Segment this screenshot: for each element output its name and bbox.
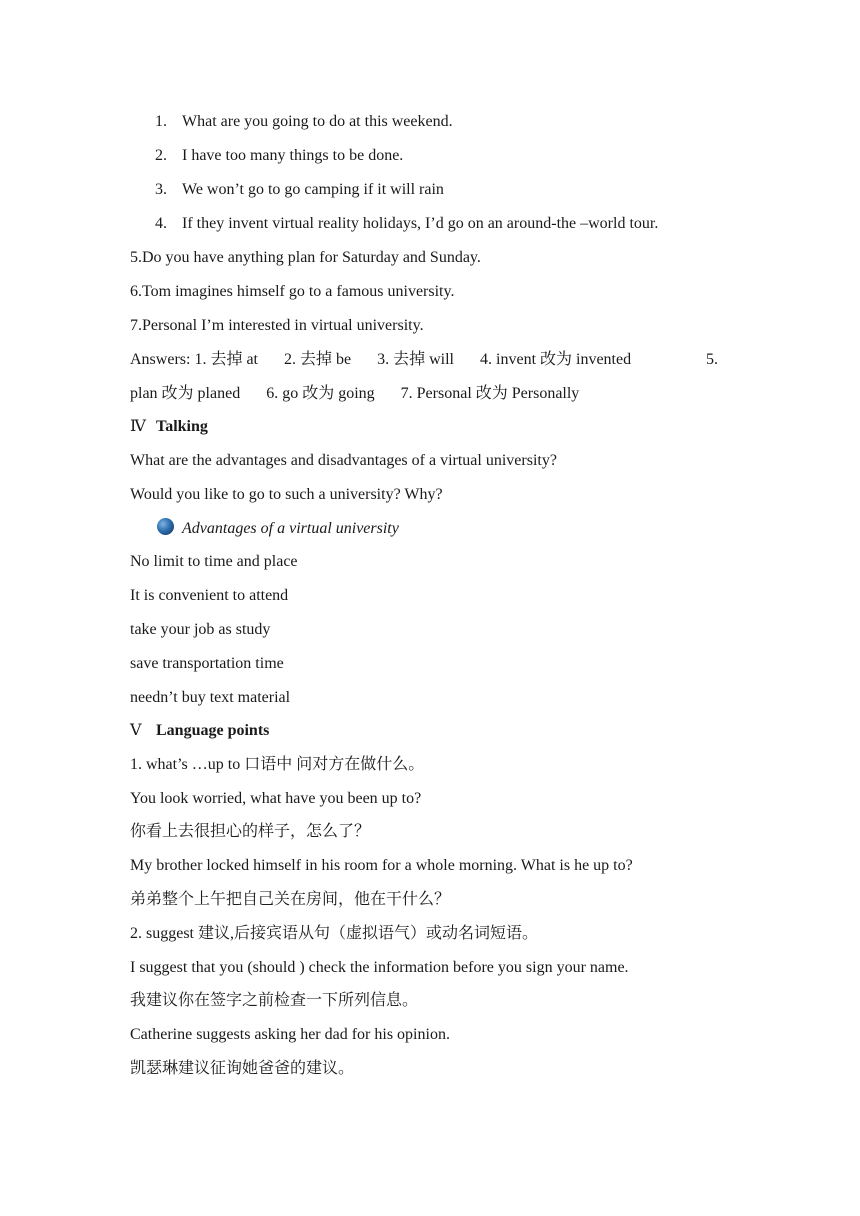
- answers-line: [130, 349, 730, 371]
- advantage-item: save transportation time: [130, 655, 284, 672]
- talking-subheading: [157, 518, 399, 540]
- error-item: 6.Tom imagines himself go to a famous university.: [130, 283, 455, 300]
- answer-5-start: 5.: [706, 351, 718, 368]
- advantage-item: needn’t buy text material: [130, 689, 291, 706]
- answer-7: 7. Personal 改为 Personally: [400, 385, 580, 402]
- advantage-item: It is convenient to attend: [130, 587, 289, 604]
- language-line: 2. suggest 建议,后接宾语从句（虚拟语气）或动名词短语。: [130, 925, 539, 942]
- subheading-text: Advantages of a virtual university: [182, 520, 399, 537]
- language-line: Catherine suggests asking her dad for his opinion.: [130, 1026, 450, 1043]
- language-line: I suggest that you (should ) check the information before you sign your name.: [130, 959, 629, 976]
- language-line: 你看上去很担心的样子，怎么了？: [130, 823, 371, 840]
- item-text: I have too many things to be done.: [182, 147, 404, 164]
- talking-question: Would you like to go to such a university? Why?: [130, 486, 443, 503]
- advantage-item: No limit to time and place: [130, 553, 298, 570]
- error-item: [155, 213, 658, 235]
- answer-4: 4. invent 改为 invented: [480, 351, 632, 368]
- answer-6: 6. go 改为 going: [266, 385, 375, 402]
- advantage-item: take your job as study: [130, 621, 271, 638]
- language-line: 1. what’s …up to 口语中 问对方在做什么。: [130, 756, 425, 773]
- item-text: We won’t go to go camping if it will rain: [182, 181, 444, 198]
- answers-line-2: [130, 383, 579, 405]
- item-number: 2.: [155, 147, 167, 164]
- answers-label: Answers:: [130, 351, 191, 368]
- item-number: 3.: [155, 181, 167, 198]
- globe-bullet-icon: [157, 518, 174, 535]
- roman-numeral: Ⅳ: [130, 418, 146, 435]
- talking-question: What are the advantages and disadvantages of a virtual university?: [130, 452, 557, 469]
- item-number: 4.: [155, 215, 167, 232]
- answer-1: 1. 去掉 at: [194, 351, 258, 368]
- answer-5: plan 改为 planed: [130, 385, 241, 402]
- answer-3: 3. 去掉 will: [377, 351, 455, 368]
- item-text: If they invent virtual reality holidays, I’d go on an around-the –world tour.: [182, 215, 659, 232]
- error-item: [155, 111, 453, 133]
- section-heading-talking: [130, 416, 208, 438]
- section-title: Talking: [156, 418, 208, 435]
- language-line: 凯瑟琳建议征询她爸爸的建议。: [130, 1060, 355, 1077]
- item-number: 1.: [155, 113, 167, 130]
- error-item: 7.Personal I’m interested in virtual university.: [130, 317, 424, 334]
- language-line: 我建议你在签字之前检查一下所列信息。: [130, 992, 419, 1009]
- item-text: What are you going to do at this weekend.: [182, 113, 453, 130]
- roman-numeral: Ⅴ: [130, 722, 142, 739]
- language-line: You look worried, what have you been up to?: [130, 790, 422, 807]
- answer-2: 2. 去掉 be: [284, 351, 352, 368]
- language-line: 弟弟整个上午把自己关在房间，他在干什么？: [130, 891, 451, 908]
- language-line: My brother locked himself in his room for a whole morning. What is he up to?: [130, 857, 633, 874]
- error-item: [155, 145, 403, 167]
- section-heading-language: [130, 720, 269, 742]
- section-title: Language points: [156, 722, 270, 739]
- error-item: [155, 179, 444, 201]
- error-item: 5.Do you have anything plan for Saturday and Sunday.: [130, 249, 481, 266]
